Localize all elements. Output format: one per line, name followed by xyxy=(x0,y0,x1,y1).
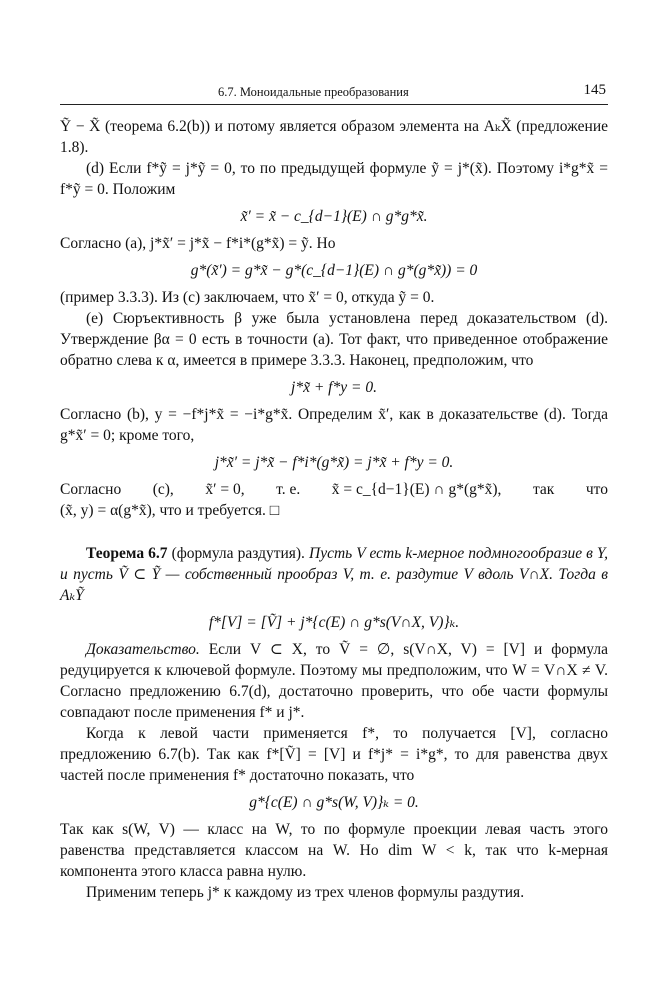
inline-math: x̃ = c_{d−1}(E) ∩ g*(g*x̃), xyxy=(331,481,502,498)
word: т. е. xyxy=(276,481,301,498)
theorem-name: (формула раздутия). xyxy=(167,545,309,562)
display-formula: x̃′ = x̃ − c_{d−1}(E) ∩ g*g*x̃. xyxy=(240,208,428,225)
display-formula: f*[V] = [Ṽ] + j*{c(E) ∩ g*s(V∩X, V)}ₖ. xyxy=(208,614,460,631)
theorem xyxy=(60,543,608,606)
theorem-label: Теорема 6.7 xyxy=(86,545,168,562)
inline-math: x̃′ = 0, xyxy=(205,481,245,498)
paragraph: Так как s(W, V) — класс на W, то по формуле проекции левая часть этого равенства представляется классом на W. Но dim W < k, так что k-мерная компонента этого класса равна нулю. xyxy=(60,821,608,880)
word: Согласно xyxy=(60,481,122,498)
proof xyxy=(60,639,608,723)
proof-label: Доказательство. xyxy=(86,641,200,658)
paragraph: (x̃, y) = α(g*x̃), что и требуется. □ xyxy=(60,502,280,519)
paragraph: Когда к левой части применяется f*, то получается [V], согласно предложению 6.7(b). Так как f*[Ṽ] = [V] и f*j* = i*g*, то для равенства двух частей после применения f* достаточно показать, что xyxy=(60,725,608,784)
paragraph: Ỹ − X̃ (теорема 6.2(b)) и потому является образом элемента на AₖX̃ (предложение 1.8). xyxy=(60,118,608,156)
display-formula: j*x̃ + f*y = 0. xyxy=(291,379,377,396)
proof-text: Если V ⊂ X, то Ṽ = ∅, s(V∩X, V) = [V] и формула редуцируется к ключевой формуле. Поэтому мы предположим, что W = V∩X ≠ V. Согласно предложению 6.7(d), достаточно проверить, что обе части формулы совпадают после применения f* и j*. xyxy=(60,641,608,721)
paragraph: Согласно (b), y = −f*j*x̃ = −i*g*x̃. Определим x̃′, как в доказательстве (d). Тогда g*x̃′ = 0; кроме того, xyxy=(60,406,608,444)
page-number: 145 xyxy=(583,82,606,98)
running-header xyxy=(60,78,608,105)
paragraph: Согласно (a), j*x̃′ = j*x̃ − f*i*(g*x̃) = ỹ. Но xyxy=(60,235,336,252)
theorem-statement: Пусть V есть k-мерное подмногообразие в Y, и пусть Ṽ ⊂ Ỹ — собственный прообраз V, т. е. раздутие V вдоль V∩X. Тогда в AₖỸ xyxy=(60,545,608,604)
paragraph: (e) Сюръективность β уже была установлена перед доказательством (d). Утверждение βα = 0 есть в точности (a). Тот факт, что приведенное отображение обратно слева к α, имеется в примере 3.3.3. Наконец, предположим, что xyxy=(60,310,608,369)
display-formula: j*x̃′ = j*x̃ − f*i*(g*x̃) = j*x̃ + f*y = 0. xyxy=(214,454,454,471)
paragraph: Применим теперь j* к каждому из трех членов формулы раздутия. xyxy=(86,884,525,901)
paragraph: (пример 3.3.3). Из (c) заключаем, что x̃′ = 0, откуда ỹ = 0. xyxy=(60,289,435,306)
running-title: 6.7. Моноидальные преобразования xyxy=(218,85,409,99)
display-formula: g*{c(E) ∩ g*s(W, V)}ₖ = 0. xyxy=(249,794,419,811)
justified-line xyxy=(60,479,608,500)
display-formula: g*(x̃′) = g*x̃ − g*(c_{d−1}(E) ∩ g*(g*x̃)) = 0 xyxy=(190,262,478,279)
spacer xyxy=(60,521,608,543)
paragraph: (d) Если f*ỹ = j*ỹ = 0, то по предыдущей формуле ỹ = j*(x̃). Поэтому i*g*x̃ = f*ỹ = 0. Положим xyxy=(60,160,608,198)
word: так xyxy=(532,481,555,498)
word: что xyxy=(585,481,608,498)
page-body xyxy=(60,116,608,903)
word: (c), xyxy=(152,481,174,498)
